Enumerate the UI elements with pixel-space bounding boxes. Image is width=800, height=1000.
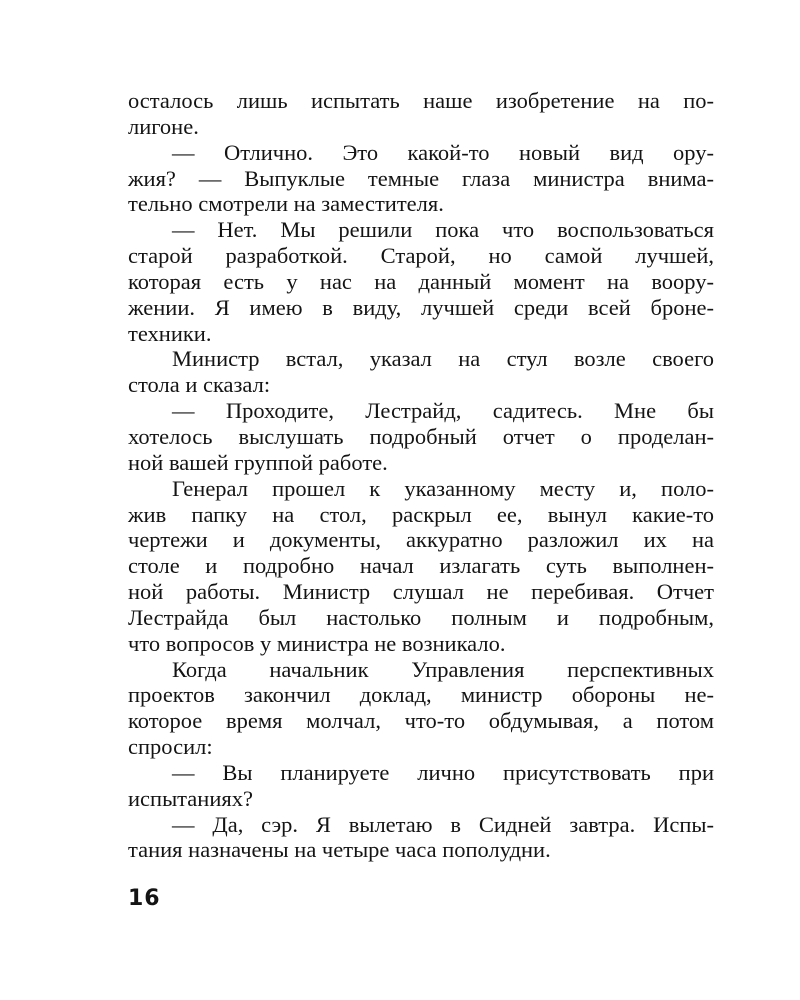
text-line: столе и подробно начал излагать суть выполнен- xyxy=(128,553,714,579)
text-line: спросил: xyxy=(128,734,213,760)
text-line: старой разработкой. Старой, но самой лучшей, xyxy=(128,243,714,269)
text-line: тания назначены на четыре часа пополудни. xyxy=(128,837,551,863)
text-line: — Вы планируете лично присутствовать при xyxy=(172,759,714,785)
text-line: ной работы. Министр слушал не перебивая. Отчет xyxy=(128,579,714,605)
text-line: ной вашей группой работе. xyxy=(128,449,388,475)
body-text xyxy=(128,88,714,863)
text-line: осталось лишь испытать наше изобретение на по- xyxy=(128,88,714,113)
text-line: лигоне. xyxy=(128,113,199,139)
text-line: которое время молчал, что-то обдумывая, а потом xyxy=(128,708,714,734)
text-line: испытаниях? xyxy=(128,785,253,811)
text-line: Когда начальник Управления перспективных xyxy=(172,656,714,682)
text-line: Лестрайда был настолько полным и подробным, xyxy=(128,604,714,630)
page-number: 16 xyxy=(128,886,161,911)
text-line: которая есть у нас на данный момент на воору- xyxy=(128,268,714,294)
text-line: — Проходите, Лестрайд, садитесь. Мне бы xyxy=(172,398,714,424)
text-line: техники. xyxy=(128,320,212,346)
text-line: стола и сказал: xyxy=(128,372,271,398)
text-line: проектов закончил доклад, министр обороны не- xyxy=(128,682,714,708)
text-line: хотелось выслушать подробный отчет о проделан- xyxy=(128,423,714,449)
text-line: Генерал прошел к указанному месту и, поло- xyxy=(172,475,714,501)
text-line: — Отлично. Это какой-то новый вид ору- xyxy=(172,139,714,165)
text-line: — Нет. Мы решили пока что воспользоваться xyxy=(172,217,714,243)
text-line: жении. Я имею в виду, лучшей среди всей броне- xyxy=(128,294,714,320)
text-line: — Да, сэр. Я вылетаю в Сидней завтра. Испы- xyxy=(172,811,714,837)
text-line: чертежи и документы, аккуратно разложил их на xyxy=(128,527,714,553)
text-line: Министр встал, указал на стул возле своего xyxy=(172,346,714,372)
text-line: тельно смотрели на заместителя. xyxy=(128,191,444,217)
text-line: жив папку на стол, раскрыл ее, вынул какие-то xyxy=(128,501,714,527)
text-line: что вопросов у министра не возникало. xyxy=(128,630,506,656)
text-line: жия? — Выпуклые темные глаза министра внима- xyxy=(128,165,714,191)
